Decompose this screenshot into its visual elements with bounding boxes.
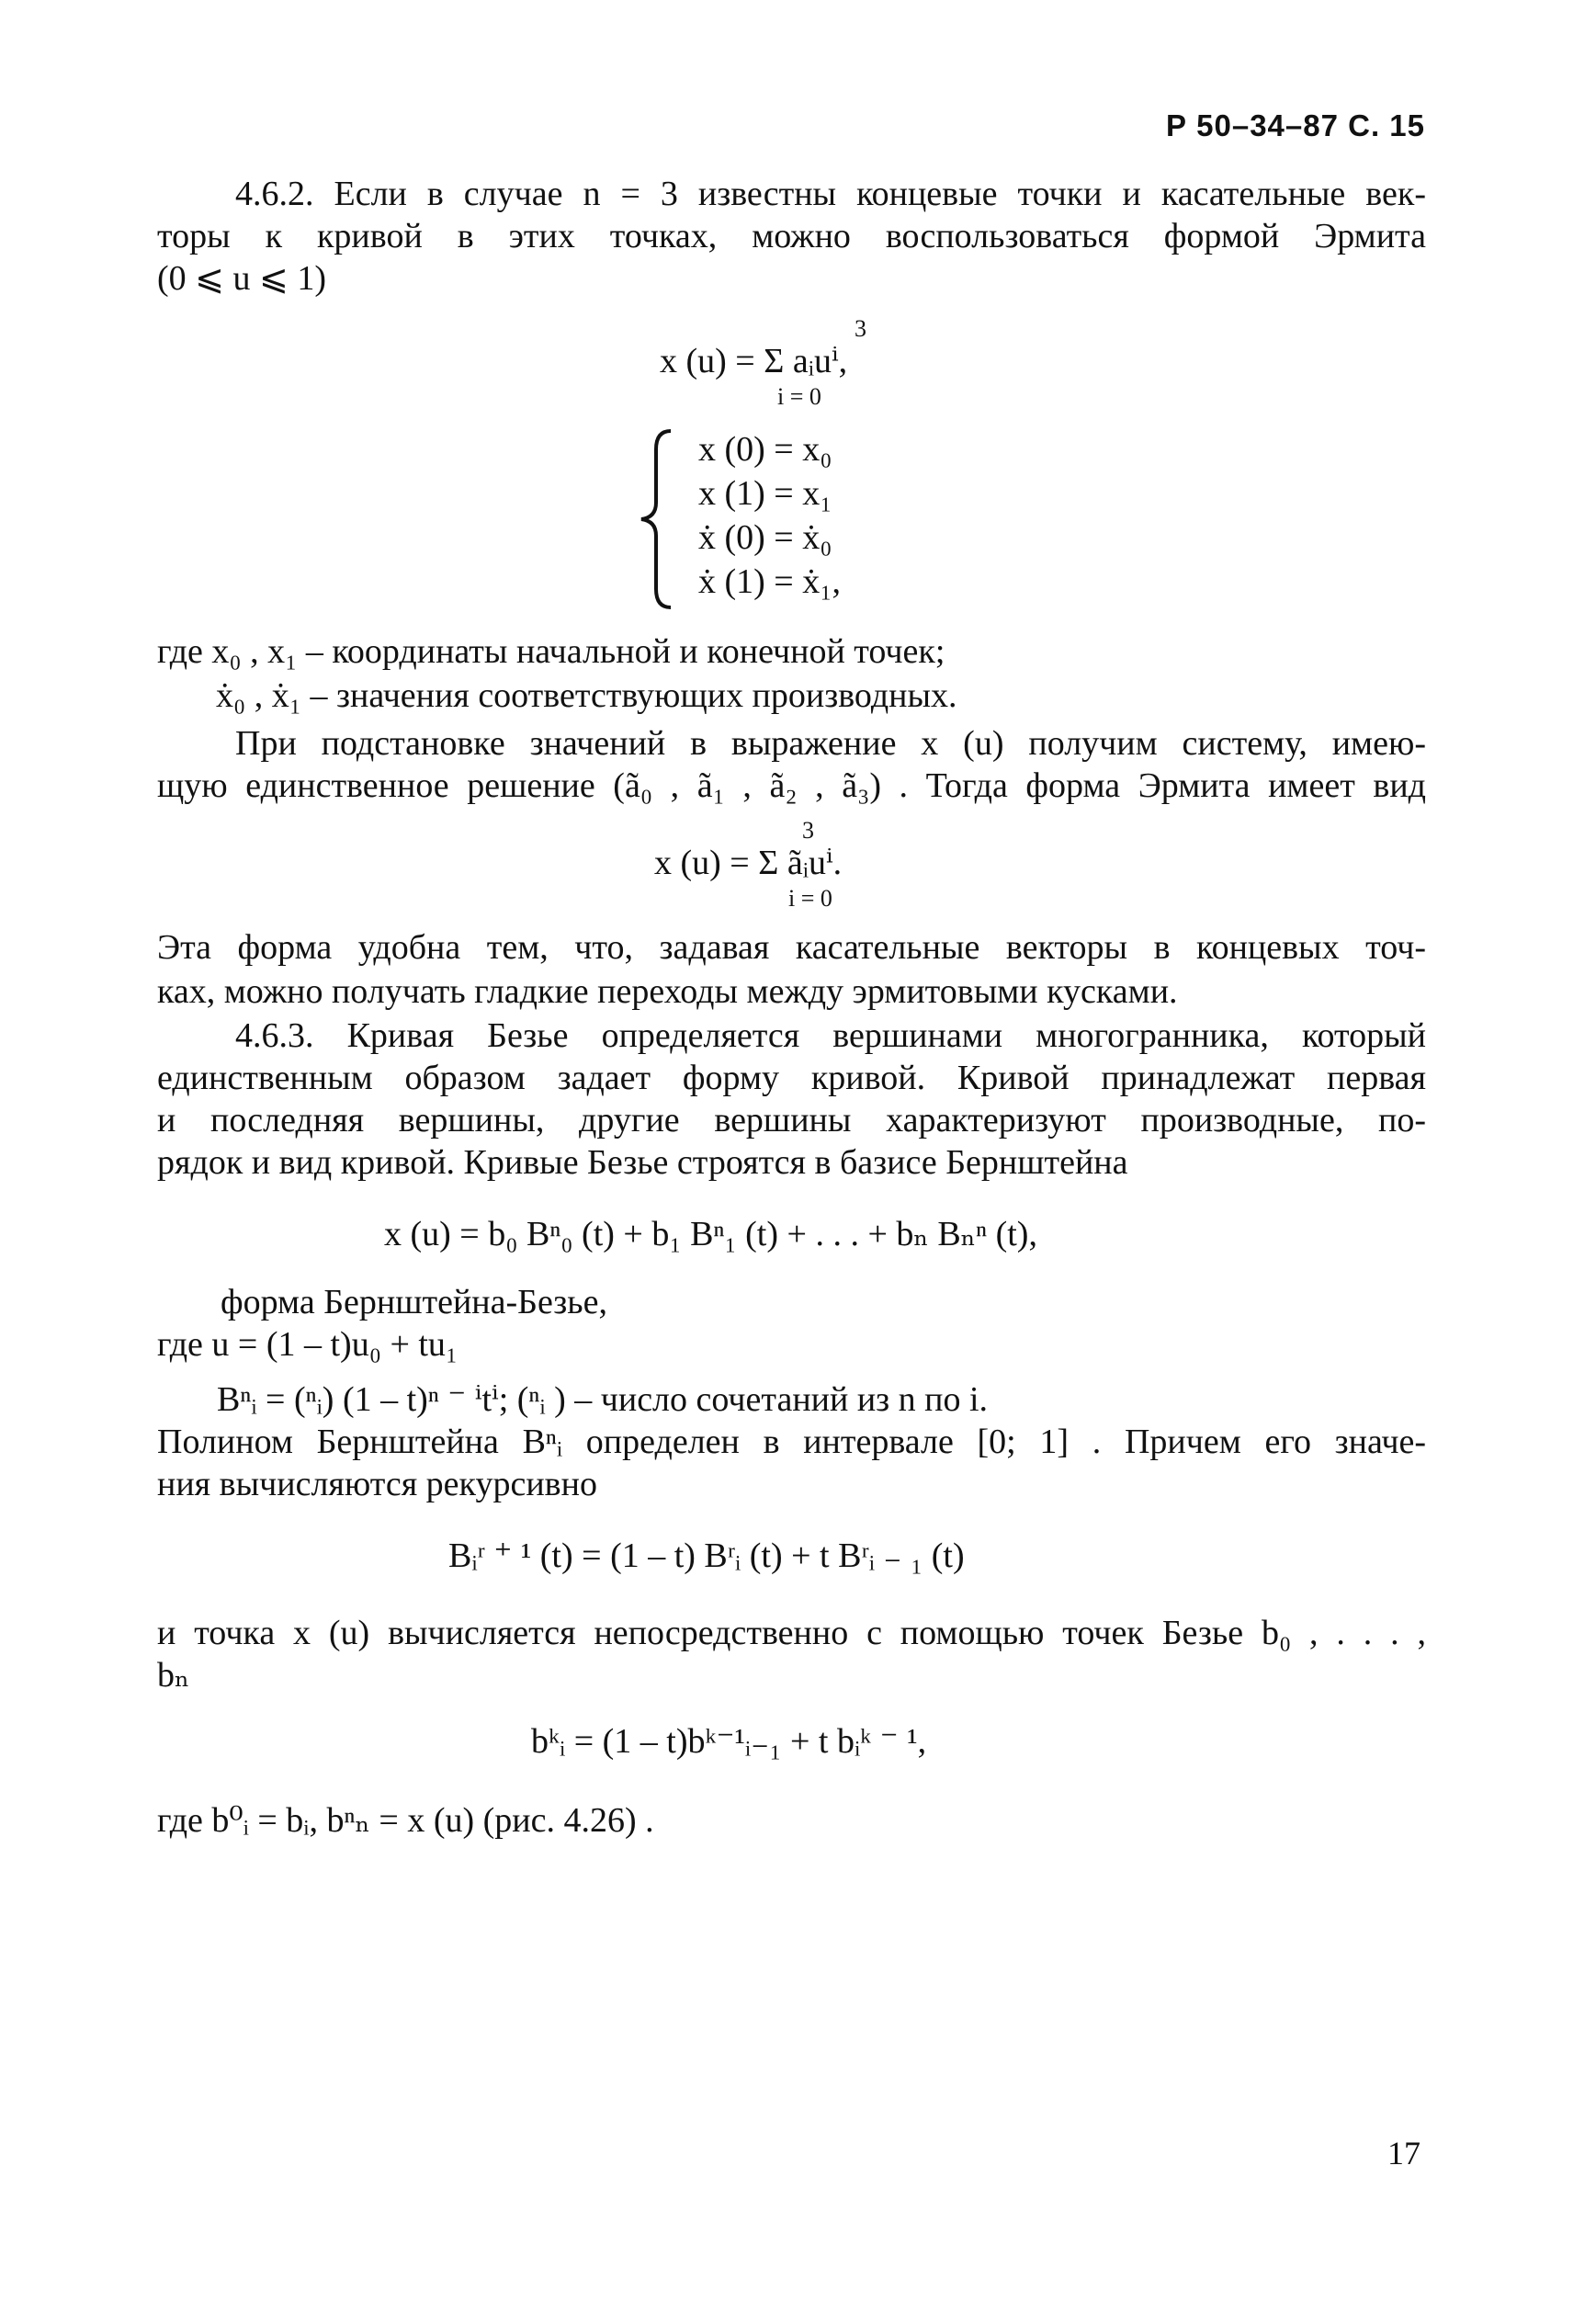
eq-sum2-upper-limit: 3	[802, 817, 814, 844]
polynom-line-1: Полином Бернштейна Bⁿᵢ определен в интервале [0; 1] . Причем его значе-	[157, 1423, 1426, 1461]
eq-sum2-main: x (u) = Σ ãᵢuⁱ.	[654, 844, 843, 882]
bernstein-form-label: форма Бернштейна-Безье,	[221, 1283, 608, 1321]
section-463-line-3: и последняя вершины, другие вершины характеризуют производные, по-	[157, 1101, 1426, 1139]
eq-sum1-upper-limit: 3	[855, 315, 866, 342]
point-line-2: bₙ	[157, 1656, 190, 1695]
substitution-line-1: При подстановке значений в выражение x (u) получим систему, имею-	[235, 724, 1426, 763]
section-463-line-2: единственным образом задает форму кривой. Кривой принадлежат первая	[157, 1059, 1426, 1097]
section-463-line-1: 4.6.3. Кривая Безье определяется вершинами многогранника, который	[235, 1016, 1426, 1055]
page-number: 17	[1387, 2135, 1421, 2171]
section-462-line-3: (0 ⩽ u ⩽ 1)	[157, 259, 326, 298]
final-where-line: где b⁰ᵢ = bᵢ, bⁿₙ = x (u) (рис. 4.26) .	[157, 1801, 654, 1840]
eq-recursive: Bᵢʳ ⁺ ¹ (t) = (1 – t) Bʳᵢ (t) + t Bʳᵢ ₋ ₁ (t)	[448, 1536, 965, 1575]
polynom-line-2: ния вычисляются рекурсивно	[157, 1465, 597, 1503]
section-462-line-2: торы к кривой в этих точках, можно воспользоваться формой Эрмита	[157, 217, 1426, 255]
eq-sum1-lower-limit: i = 0	[777, 383, 821, 410]
condition-4: ẋ (1) = ẋ₁,	[698, 562, 841, 601]
eq-sum2-lower-limit: i = 0	[788, 885, 832, 912]
binomial-line: Bⁿᵢ = (ⁿᵢ) (1 – t)ⁿ ⁻ ⁱtⁱ; (ⁿᵢ ) – число сочетаний из n по i.	[217, 1380, 989, 1419]
section-463-line-4: рядок и вид кривой. Кривые Безье строятся в базисе Бернштейна	[157, 1143, 1128, 1182]
system-brace	[634, 427, 678, 611]
where-u-line: где u = (1 – t)u₀ + tu₁	[157, 1325, 458, 1364]
condition-3: ẋ (0) = ẋ₀	[698, 518, 832, 557]
condition-1: x (0) = x₀	[698, 430, 832, 469]
where-derivatives-line: ẋ₀ , ẋ₁ – значения соответствующих производных.	[216, 676, 957, 715]
convenience-line-1: Эта форма удобна тем, что, задавая касательные векторы в концевых точ-	[157, 928, 1426, 967]
condition-2: x (1) = x₁	[698, 474, 832, 513]
eq-sum1-main: x (u) = Σ aᵢuⁱ,	[660, 342, 848, 380]
substitution-line-2: щую единственное решение (ã₀ , ã₁ , ã₂ , ã₃) . Тогда форма Эрмита имеет вид	[157, 766, 1426, 805]
document-code-header: Р 50–34–87 С. 15	[1165, 108, 1425, 142]
convenience-line-2: ках, можно получать гладкие переходы между эрмитовыми кусками.	[157, 972, 1178, 1011]
eq-bernstein-expansion: x (u) = b₀ Bⁿ₀ (t) + b₁ Bⁿ₁ (t) + . . . + bₙ Bₙⁿ (t),	[384, 1215, 1037, 1253]
point-line-1: и точка x (u) вычисляется непосредственно с помощью точек Безье b₀ , . . . ,	[157, 1614, 1426, 1652]
eq-decasteljau: bᵏᵢ = (1 – t)bᵏ⁻¹ᵢ₋₁ + t bᵢᵏ ⁻ ¹,	[531, 1722, 927, 1761]
section-462-line-1: 4.6.2. Если в случае n = 3 известны концевые точки и касательные век-	[235, 175, 1426, 213]
where-coordinates-line: где x₀ , x₁ – координаты начальной и конечной точек;	[157, 632, 945, 671]
